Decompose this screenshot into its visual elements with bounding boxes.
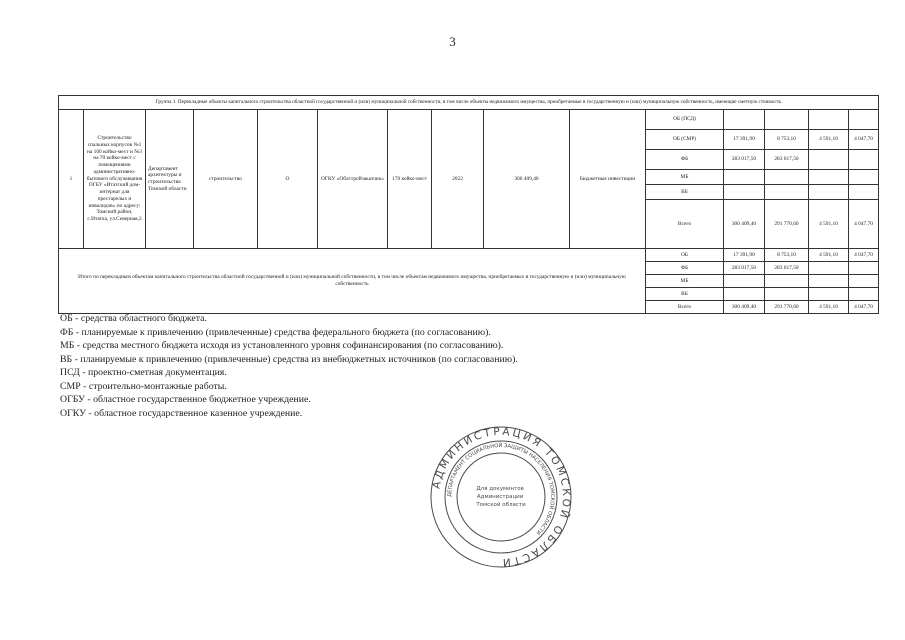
summary-year-2 (809, 275, 849, 288)
funding-year-2: 4 591,10 (809, 200, 849, 249)
object-capacity: 170 койко-мест (388, 110, 432, 249)
funding-year-2 (809, 150, 849, 170)
funding-total: 300 409,40 (724, 200, 765, 249)
object-code: О (258, 110, 318, 249)
funding-year-2 (809, 185, 849, 200)
funding-source: Всего (646, 200, 724, 249)
summary-year-3 (849, 288, 879, 301)
summary-source: МБ (646, 275, 724, 288)
summary-label: Итого по перекладным объектам капитального строительства областной государственной и (или) муниципальной собственности, в том числе объектам недвижимого имущества, приобретаемых в государственную и (или) муниципальную собственность (59, 249, 646, 314)
summary-year-3: 4 047,70 (849, 301, 879, 314)
legend-item: ПСД - проектно-сметная документация. (60, 367, 227, 378)
object-work-type: строительство (194, 110, 258, 249)
funding-year-1 (765, 185, 809, 200)
summary-source: ОБ (646, 249, 724, 262)
funding-year-1 (765, 110, 809, 130)
summary-year-1: 8 753,10 (765, 249, 809, 262)
funding-total: 283 017,50 (724, 150, 765, 170)
object-note: Бюджетные инвестиции (570, 110, 646, 249)
summary-year-3: 4 047,70 (849, 249, 879, 262)
legend-item: СМР - строительно-монтажные работы. (60, 380, 227, 392)
object-builder: ОГКУ «Облстройзаказчик» (318, 110, 388, 249)
funding-year-1: 291 770,60 (765, 200, 809, 249)
summary-year-3 (849, 275, 879, 288)
stamp-outer-text: АДМИНИСТРАЦИЯ ТОМСКОЙ ОБЛАСТИ (430, 425, 573, 569)
summary-total: 17 391,90 (724, 249, 765, 262)
funding-year-1 (765, 170, 809, 185)
summary-year-1 (765, 275, 809, 288)
legend-item: ВБ - планируемые к привлечению (привлеченные) средства из внебюджетных источников (по согласованию). (60, 353, 518, 365)
summary-source: Всего (646, 301, 724, 314)
funding-source: МБ (646, 170, 724, 185)
group-title: Группа 1. Перекладные объекты капитального строительства областной государственной и (или) муниципальной собственности, в том числе объекты недвижимого имущества, приобретаемые в государственную и (или) муниципальную собственность, имеющие сметную стоимость (59, 96, 879, 110)
funding-total (724, 170, 765, 185)
funding-total (724, 110, 765, 130)
funding-source: ОБ (ПСД) (646, 110, 724, 130)
funding-year-3 (849, 170, 879, 185)
stamp-inner-text: ДЕПАРТАМЕНТ СОЦИАЛЬНОЙ ЗАЩИТЫ НАСЕЛЕНИЯ ТОМСКОЙ ОБЛАСТИ (446, 442, 556, 536)
object-row (59, 110, 879, 130)
summary-year-2: 4 591,10 (809, 249, 849, 262)
abbreviations-legend (60, 312, 518, 420)
legend-item: ОГКУ - областное государственное казенное учреждение. (60, 407, 303, 419)
object-estimate: 300 409,40 (484, 110, 570, 249)
summary-year-2: 4 591,10 (809, 301, 849, 314)
funding-year-1: 283 017,50 (765, 150, 809, 170)
funding-total: 17 391,90 (724, 130, 765, 150)
object-number: 1 (59, 110, 84, 249)
summary-year-2 (809, 288, 849, 301)
official-stamp (428, 424, 574, 570)
summary-total: 300 409,40 (724, 301, 765, 314)
legend-item: МБ - средства местного бюджета исходя из установленного уровня софинансирования (по согласованию). (60, 340, 504, 351)
summary-total (724, 275, 765, 288)
summary-total: 283 017,50 (724, 262, 765, 275)
summary-total (724, 288, 765, 301)
funding-year-2 (809, 110, 849, 130)
object-customer: Департамент архитектуры и строительства Томской области (146, 110, 194, 249)
funding-year-2: 4 591,10 (809, 130, 849, 150)
object-year: 2022 (432, 110, 484, 249)
legend-item: ОГБУ - областное государственное бюджетное учреждение. (60, 394, 311, 405)
capital-construction-table (58, 95, 879, 314)
summary-row (59, 249, 879, 262)
legend-item: ОБ - средства областного бюджета. (60, 313, 207, 324)
funding-year-3 (849, 150, 879, 170)
funding-year-3 (849, 110, 879, 130)
summary-year-3 (849, 262, 879, 275)
funding-source: ВБ (646, 185, 724, 200)
summary-year-1: 283 017,50 (765, 262, 809, 275)
funding-source: ОБ (СМР) (646, 130, 724, 150)
stamp-center-text: Для документов Администрации Томской области (476, 486, 526, 508)
summary-year-1 (765, 288, 809, 301)
page-number: 3 (449, 34, 456, 49)
funding-year-3 (849, 185, 879, 200)
summary-source: ФБ (646, 262, 724, 275)
summary-year-2 (809, 262, 849, 275)
funding-year-3: 4 047,70 (849, 200, 879, 249)
funding-source: ФБ (646, 150, 724, 170)
object-name: Строительство спальных корпусов №1 на 100 койко-мест и №3 на 70 койко-мест с помещениями административно-бытового обслуживания ОГБУ «Итатский дом-интернат для престарелых и инвалидов» по адресу: Томский район, с.Итатка, ул.Северная,3 (84, 110, 146, 249)
group-title-row (59, 96, 879, 110)
summary-source: ВБ (646, 288, 724, 301)
funding-year-2 (809, 170, 849, 185)
funding-year-1: 8 753,10 (765, 130, 809, 150)
summary-year-1: 291 770,60 (765, 301, 809, 314)
funding-total (724, 185, 765, 200)
legend-item: ФБ - планируемые к привлечению (привлеченные) средства федерального бюджета (по согласованию). (60, 326, 491, 338)
funding-year-3: 4 047,70 (849, 130, 879, 150)
